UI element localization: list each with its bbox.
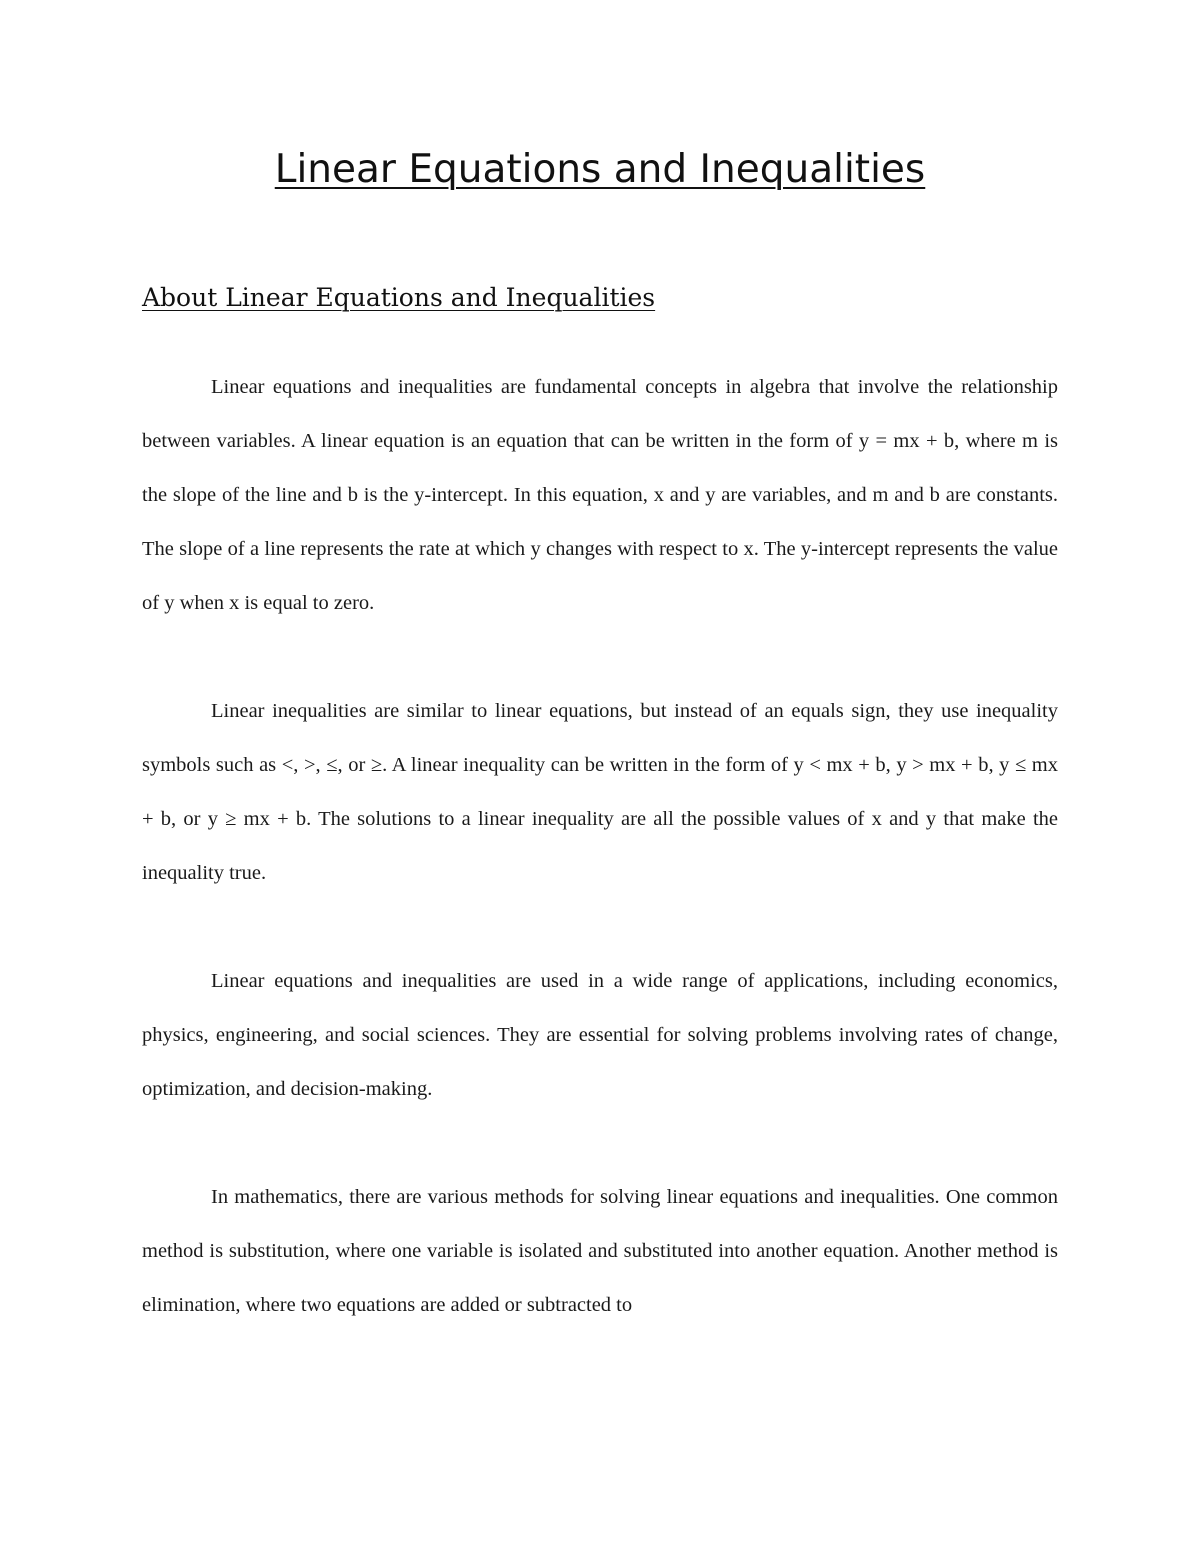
paragraph-3: Linear equations and inequalities are used in a wide range of applications, including economics, physics, engineering, and social sciences. They are essential for solving problems involving rates of change, optimization, and decision-making. (142, 970, 1058, 1100)
section-heading: About Linear Equations and Inequalities (142, 283, 656, 312)
paragraph-2: Linear inequalities are similar to linear equations, but instead of an equals sign, they use inequality symbols such as <, >, ≤, or ≥. A linear inequality can be written in the form of y < mx + b, y > mx + b, y ≤ mx + b, or y ≥ mx + b. The solutions to a linear inequality are all the possible values of x and y that make the inequality true. (142, 700, 1058, 884)
document-title: Linear Equations and Inequalities (274, 147, 926, 192)
document-body (142, 360, 1058, 1332)
paragraph-4: In mathematics, there are various methods for solving linear equations and inequalities. One common method is substitution, where one variable is isolated and substituted into another equation. Another method is elimination, where two equations are added or subtracted to (142, 1186, 1058, 1316)
paragraph-1: Linear equations and inequalities are fundamental concepts in algebra that involve the relationship between variables. A linear equation is an equation that can be written in the form of y = mx + b, where m is the slope of the line and b is the y-intercept. In this equation, x and y are variables, and m and b are constants. The slope of a line represents the rate at which y changes with respect to x. The y-intercept represents the value of y when x is equal to zero. (142, 376, 1058, 614)
